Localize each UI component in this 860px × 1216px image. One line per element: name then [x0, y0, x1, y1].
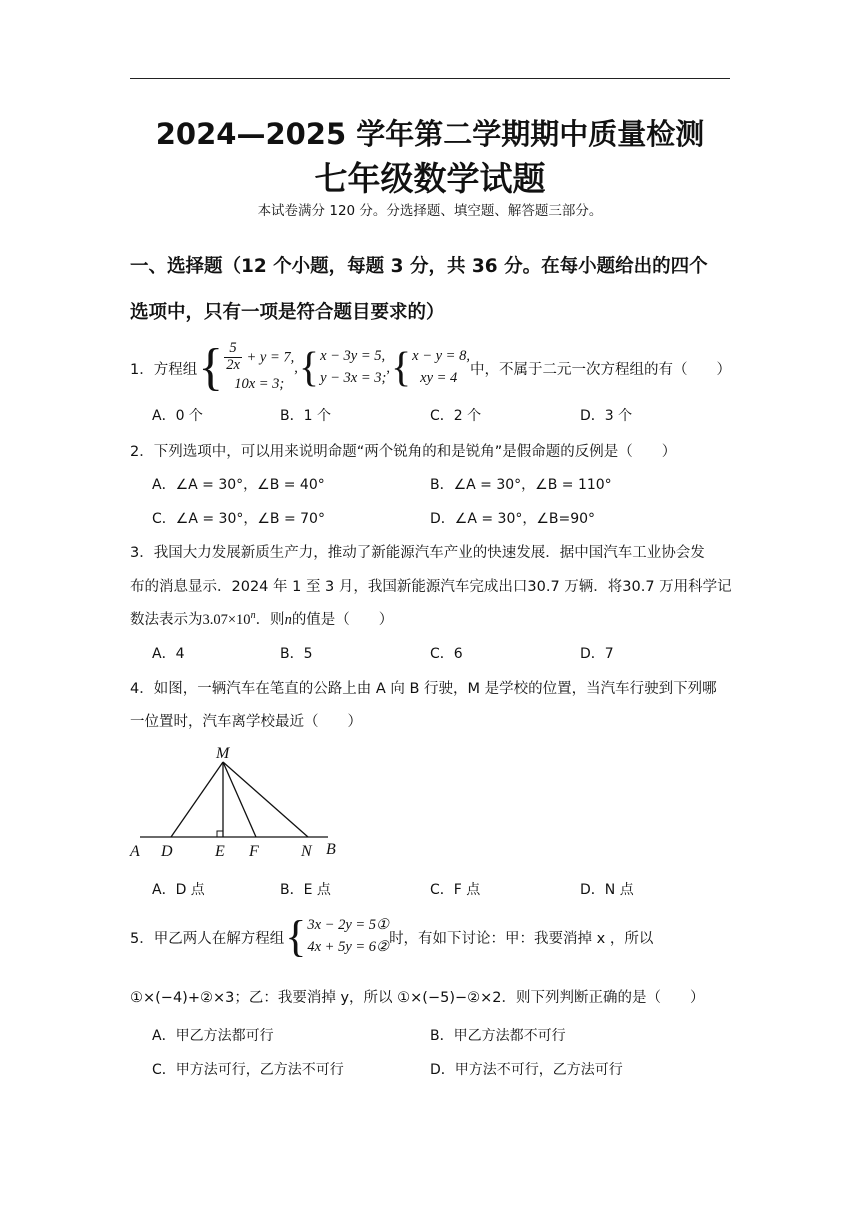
label-m: M [216, 745, 230, 762]
label-n: N [301, 843, 312, 860]
option-a: A．0 个 [152, 408, 203, 424]
option-b: B．E 点 [280, 882, 331, 898]
option-c: C．甲方法可行，乙方法不可行 [152, 1062, 344, 1078]
question-2: 2．下列选项中，可以用来说明命题“两个锐角的和是锐角”是假命题的反例是（ ） [130, 444, 677, 460]
page-title: 2024—2025 学年第二学期期中质量检测 [155, 117, 705, 151]
option-b: B．5 [280, 646, 313, 662]
segment-mf [223, 762, 256, 837]
option-a: A．∠A = 30°，∠B = 40° [152, 477, 325, 493]
option-d: D．3 个 [580, 408, 633, 424]
equation-system-5: 3x − 2y = 5① 4x + 5y = 6② [307, 917, 390, 955]
segment-mn [223, 762, 308, 837]
question-5-line2: ①×(−4)+②×3；乙：我要消掉 y，所以 ①×(−5)−②×2．则下列判断正确的是（ ） [130, 990, 705, 1006]
equation-system-1: $\frac{5}{2x}$ + y = 7, 10x = 3; [226, 339, 295, 392]
question-3-line2: 布的消息显示．2024 年 1 至 3 月，我国新能源汽车完成出口30.7 万辆．将30.7 万用科学记 [130, 579, 732, 595]
question-1-suffix: 中，不属于二元一次方程组的有（ ） [469, 361, 731, 378]
question-number: 1． [130, 361, 154, 378]
question-4-figure [125, 740, 365, 865]
question-3-line3: 数法表示为$3.07\times 10^n$．则n的值是（ ） [130, 610, 394, 628]
question-4-line2: 一位置时，汽车离学校最近（ ） [130, 714, 362, 730]
option-d: D．甲方法不可行，乙方法可行 [430, 1062, 623, 1078]
option-c: C．2 个 [430, 408, 482, 424]
equation-system-3: x − y = 8, xy = 4 [412, 348, 470, 386]
label-e: E [215, 843, 225, 860]
label-f: F [249, 843, 259, 860]
question-1: 1． 方程组 { $\frac{5}{2x}$ + y = 7, 10x = 3; , { x − 3y = 5, y − 3x = 3; , { x − y = 8, xy = 4 中，不属于二元一次方程组的有（ ） [130, 339, 731, 396]
equation-system-2: x − 3y = 5, y − 3x = 3; [320, 348, 387, 386]
option-c: C．∠A = 30°，∠B = 70° [152, 511, 325, 527]
label-b: B [326, 841, 336, 858]
option-d: D．7 [580, 646, 614, 662]
option-c: C．F 点 [430, 882, 481, 898]
question-3-line1: 3．我国大力发展新质生产力，推动了新能源汽车产业的快速发展．据中国汽车工业协会发 [130, 545, 705, 561]
segment-md [171, 762, 223, 837]
question-4-line1: 4．如图，一辆汽车在笔直的公路上由 A 向 B 行驶，M 是学校的位置，当汽车行驶到下列哪 [130, 681, 717, 697]
question-5-line1: 5． 甲乙两人在解方程组 { 3x − 2y = 5① 4x + 5y = 6② 时，有如下讨论：甲：我要消掉 x ，所以 [130, 912, 654, 961]
option-b: B．甲乙方法都不可行 [430, 1028, 566, 1044]
option-a: A．甲乙方法都可行 [152, 1028, 274, 1044]
section-heading-line2: 选项中，只有一项是符合题目要求的） [130, 302, 445, 323]
option-d: D．∠A = 30°，∠B=90° [430, 511, 596, 527]
option-d: D．N 点 [580, 882, 634, 898]
option-a: A．D 点 [152, 882, 205, 898]
right-angle-mark [217, 831, 223, 837]
question-1-prefix: 方程组 [153, 361, 198, 378]
label-d: D [161, 843, 173, 860]
page-subtitle-title: 七年级数学试题 [314, 159, 546, 198]
option-a: A．4 [152, 646, 185, 662]
option-b: B．1 个 [280, 408, 331, 424]
section-heading-line1: 一、选择题（12 个小题，每题 3 分，共 36 分。在每小题给出的四个 [130, 256, 708, 277]
header-rule [130, 78, 730, 79]
label-a: A [130, 843, 140, 860]
option-b: B．∠A = 30°，∠B = 110° [430, 477, 612, 493]
exam-note: 本试卷满分 120 分。分选择题、填空题、解答题三部分。 [257, 203, 603, 219]
option-c: C．6 [430, 646, 463, 662]
